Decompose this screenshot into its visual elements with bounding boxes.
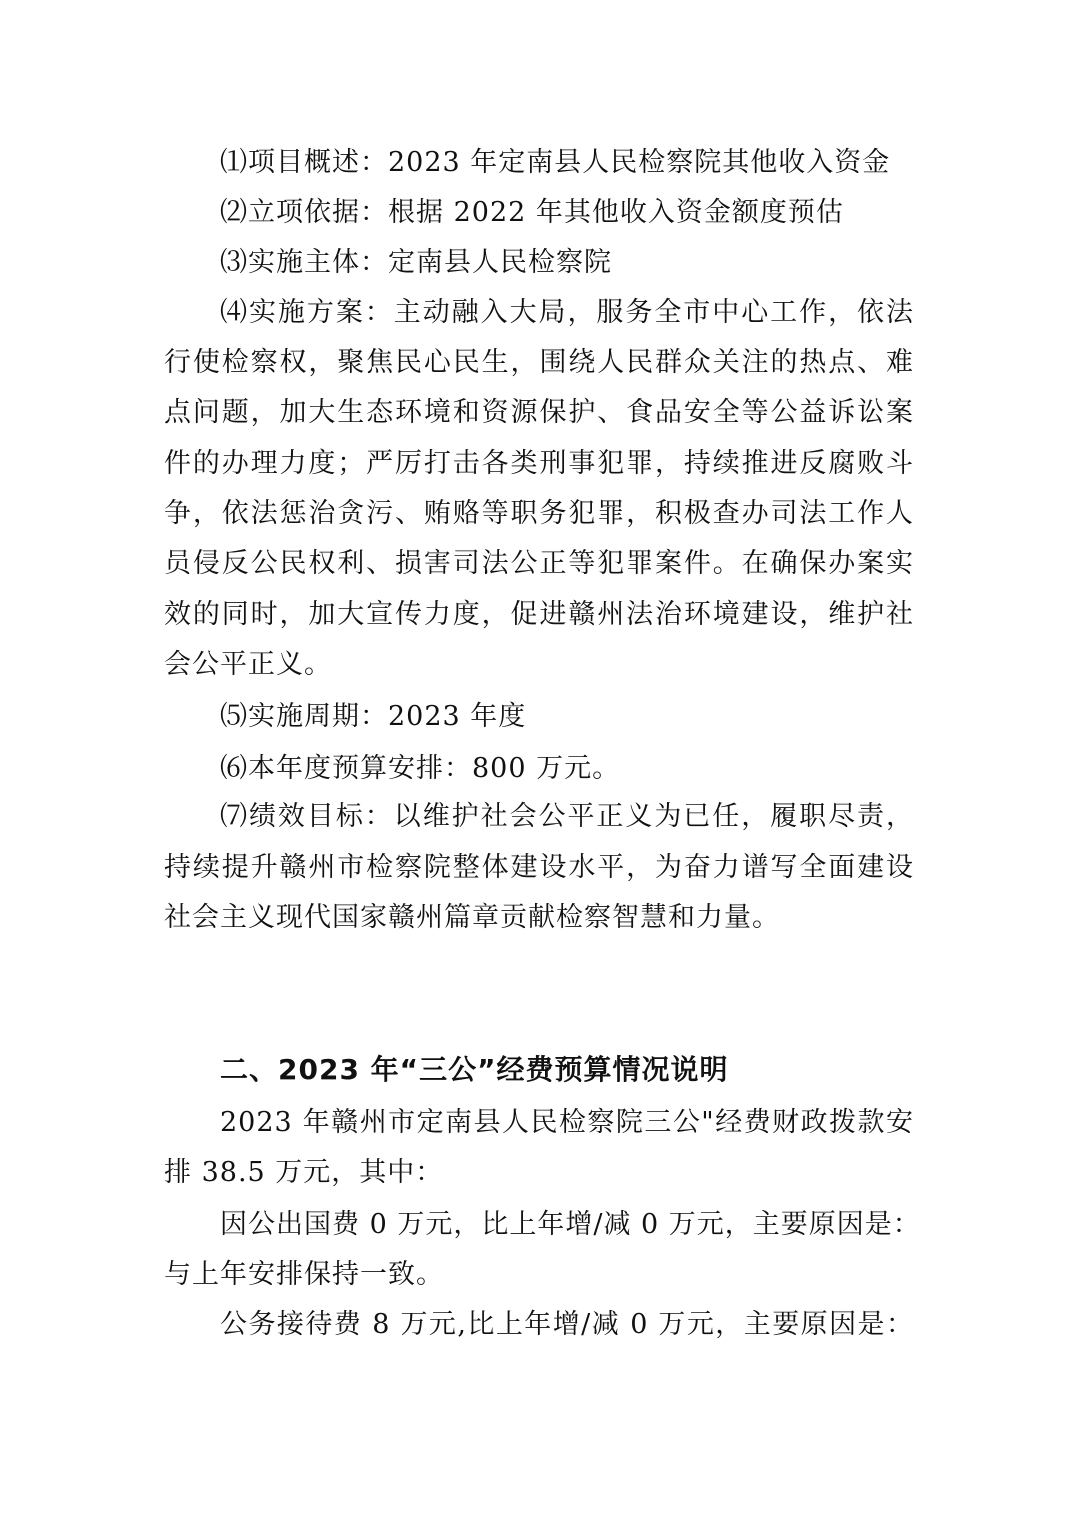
item-goal-line-1: ⑺绩效目标：以维护社会公平正义为已任，履职尽责，: [220, 801, 914, 832]
reception-expense-line: 公务接待费 8 万元,比上年增/减 0 万元，主要原因是：: [220, 1309, 914, 1340]
item-budget: ⑹本年度预算安排：800 万元。: [220, 753, 621, 784]
section-heading: 二、2023 年“三公”经费预算情况说明: [220, 1053, 729, 1086]
item-plan-line-8: 会公平正义。: [164, 649, 332, 680]
item-plan-line-7: 效的同时，加大宣传力度，促进赣州法治环境建设，维护社: [164, 599, 914, 630]
item-plan-line-4: 件的办理力度；严厉打击各类刑事犯罪，持续推进反腐败斗: [164, 448, 914, 479]
item-plan-line-2: 行使检察权，聚焦民心民生，围绕人民群众关注的热点、难: [164, 347, 914, 378]
item-goal-line-2: 持续提升赣州市检察院整体建设水平，为奋力谱写全面建设: [164, 852, 914, 883]
item-plan-line-6: 员侵反公民权利、损害司法公正等犯罪案件。在确保办案实: [164, 548, 914, 579]
overseas-expense-line-2: 与上年安排保持一致。: [164, 1259, 444, 1290]
item-period: ⑸实施周期：2023 年度: [220, 701, 527, 732]
item-goal-line-3: 社会主义现代国家赣州篇章贡献检察智慧和力量。: [164, 902, 780, 933]
expense-summary-line-1: 2023 年赣州市定南县人民检察院三公"经费财政拨款安: [220, 1107, 914, 1138]
item-basis: ⑵立项依据：根据 2022 年其他收入资金额度预估: [220, 197, 844, 228]
item-implementer: ⑶实施主体：定南县人民检察院: [220, 247, 612, 278]
item-overview: ⑴项目概述：2023 年定南县人民检察院其他收入资金: [220, 147, 891, 178]
overseas-expense-line-1: 因公出国费 0 万元，比上年增/减 0 万元，主要原因是：: [220, 1209, 921, 1240]
expense-summary-line-2: 排 38.5 万元，其中：: [164, 1157, 444, 1188]
item-plan-line-1: ⑷实施方案：主动融入大局，服务全市中心工作，依法: [220, 297, 914, 328]
item-plan-line-5: 争，依法惩治贪污、贿赂等职务犯罪，积极查办司法工作人: [164, 498, 914, 529]
item-plan-line-3: 点问题，加大生态环境和资源保护、食品安全等公益诉讼案: [164, 397, 914, 428]
